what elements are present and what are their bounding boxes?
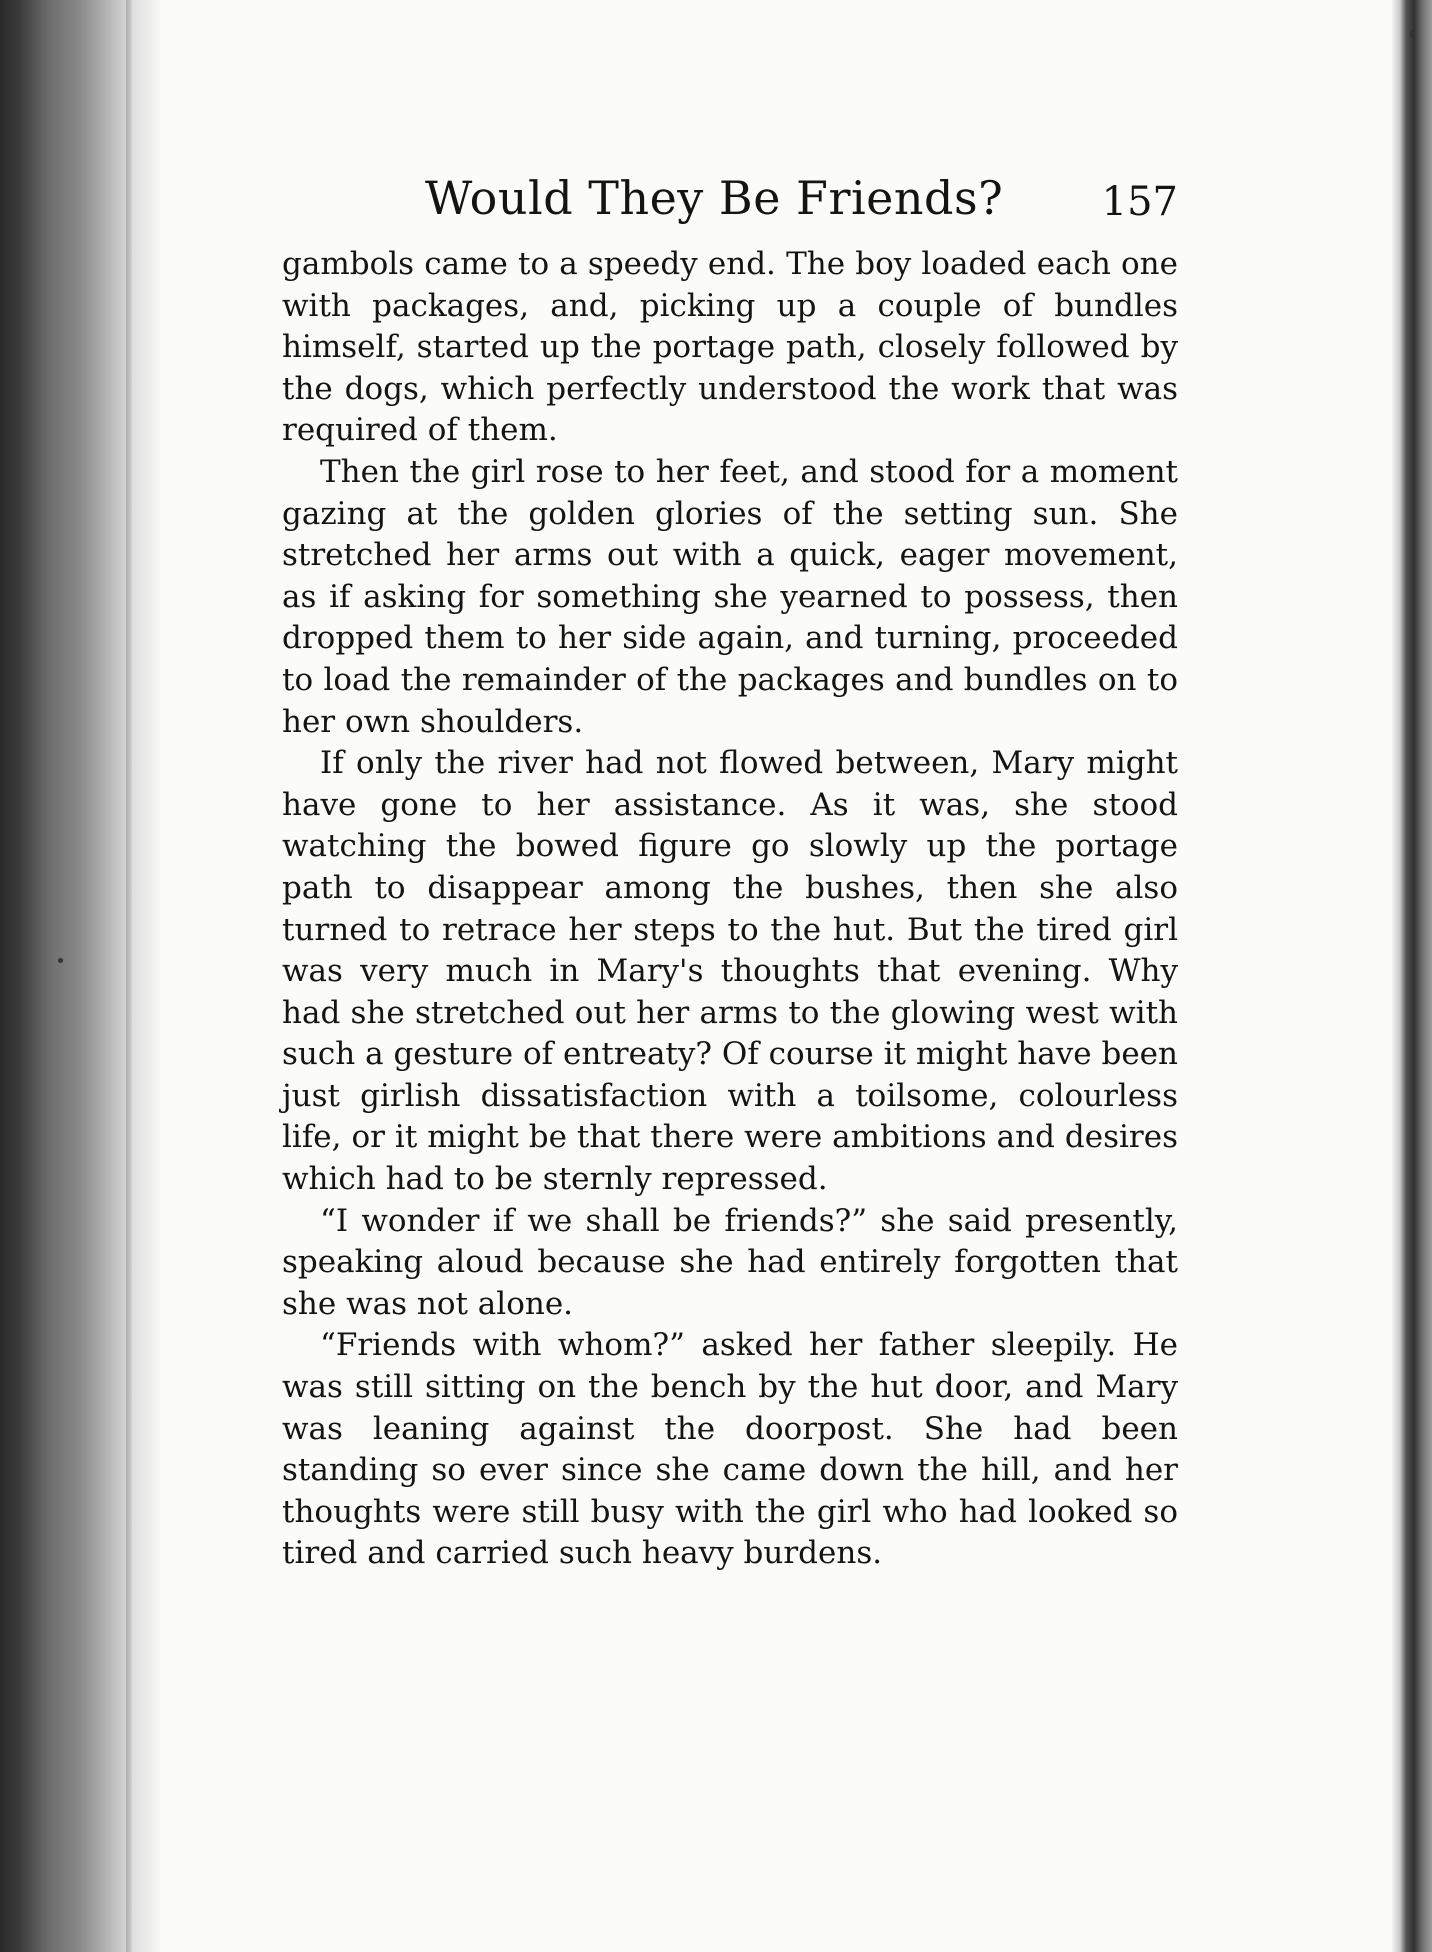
book-spine-shadow — [0, 0, 160, 1952]
paragraph: If only the river had not flowed between, Mary might have gone to her assistance. As it was, she stood watching the bowed figure go slowly up the portage path to disappear among the bushes, then she also turned to retrace her steps to the hut. But the tired girl was very much in Mary's thoughts that evening. Why had she stretched out her arms to the glowing west with such a gesture of entreaty? Of course it might have been just girlish dissatisfaction with a toilsome, colourless life, or it might be that there were ambitions and desires which had to be sternly repressed. — [282, 745, 1178, 1198]
scan-speck — [58, 958, 63, 963]
paragraph: “I wonder if we shall be friends?” she said presently, speaking aloud because she had entirely forgotten that she was not alone. — [282, 1202, 1178, 1322]
page-edge — [1392, 0, 1432, 1952]
running-head — [282, 168, 1178, 238]
binding-crease — [126, 0, 132, 1952]
paragraph: Then the girl rose to her feet, and stood for a moment gazing at the golden glories of the setting sun. She stretched her arms out with a quick, eager movement, as if asking for something she yearned to possess, then dropped them to her side again, and turning, proceeded to load the remainder of the packages and bundles on to her own shoulders. — [282, 453, 1178, 740]
paragraph: gambols came to a speedy end. The boy loaded each one with packages, and, picking up a couple of bundles himself, started up the portage path, closely followed by the dogs, which perfectly understood the work that was required of them. — [282, 246, 1178, 449]
page-number: 157 — [1101, 179, 1178, 225]
book-page — [282, 168, 1178, 1575]
body-text — [282, 244, 1178, 1575]
running-title: Would They Be Friends? — [425, 171, 1004, 225]
paragraph: “Friends with whom?” asked her father sleepily. He was still sitting on the bench by the hut door, and Mary was leaning against the doorpost. She had been standing so ever since she came down the hill, and her thoughts were still busy with the girl who had looked so tired and carried such heavy burdens. — [282, 1327, 1178, 1572]
scan-speck — [1410, 30, 1414, 38]
